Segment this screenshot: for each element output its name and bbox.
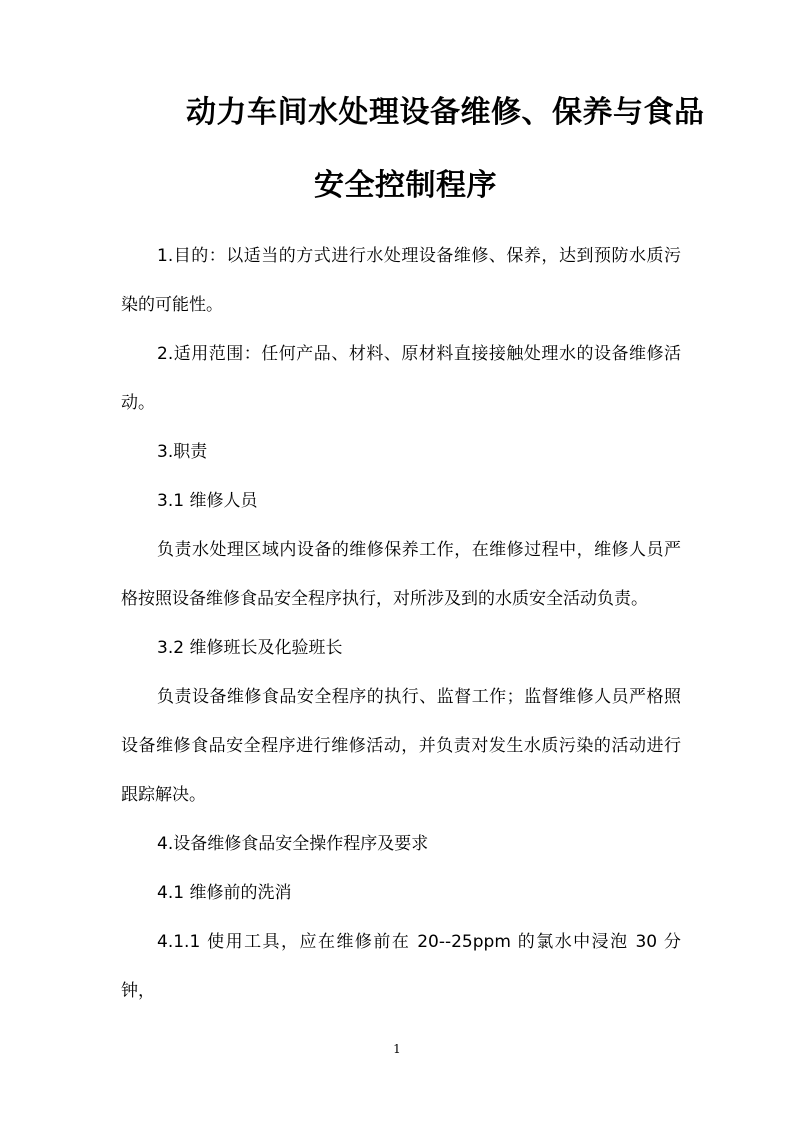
document-title-line-1: 动力车间水处理设备维修、保养与食品: [186, 95, 705, 130]
paragraph-purpose: 1.目的：以适当的方式进行水处理设备维修、保养，达到预防水质污染的可能性。: [121, 246, 681, 315]
heading-responsibilities: 3.职责: [157, 442, 208, 462]
paragraph-team-leader-duties: 负责设备维修食品安全程序的执行、监督工作；监督维修人员严格照设备维修食品安全程序进行维修活动，并负责对发生水质污染的活动进行跟踪解决。: [121, 687, 681, 805]
paragraph-tool-disinfection: 4.1.1 使用工具，应在维修前在 20--25ppm 的氯水中浸泡 30 分钟，: [121, 932, 681, 1001]
heading-pre-maintenance-disinfection: 4.1 维修前的洗消: [157, 883, 292, 903]
paragraph-maintenance-staff-duties: 负责水处理区域内设备的维修保养工作，在维修过程中，维修人员严格按照设备维修食品安全程序执行，对所涉及到的水质安全活动负责。: [121, 540, 681, 609]
document-title-line-2: 安全控制程序: [314, 168, 497, 203]
document-body: [121, 232, 681, 1016]
heading-operating-procedure: 4.设备维修食品安全操作程序及要求: [157, 834, 429, 854]
page-number: 1: [393, 1042, 401, 1056]
paragraph-scope: 2.适用范围：任何产品、材料、原材料直接接触处理水的设备维修活动。: [121, 344, 681, 413]
heading-team-leaders: 3.2 维修班长及化验班长: [157, 638, 343, 658]
heading-maintenance-staff: 3.1 维修人员: [157, 491, 258, 511]
